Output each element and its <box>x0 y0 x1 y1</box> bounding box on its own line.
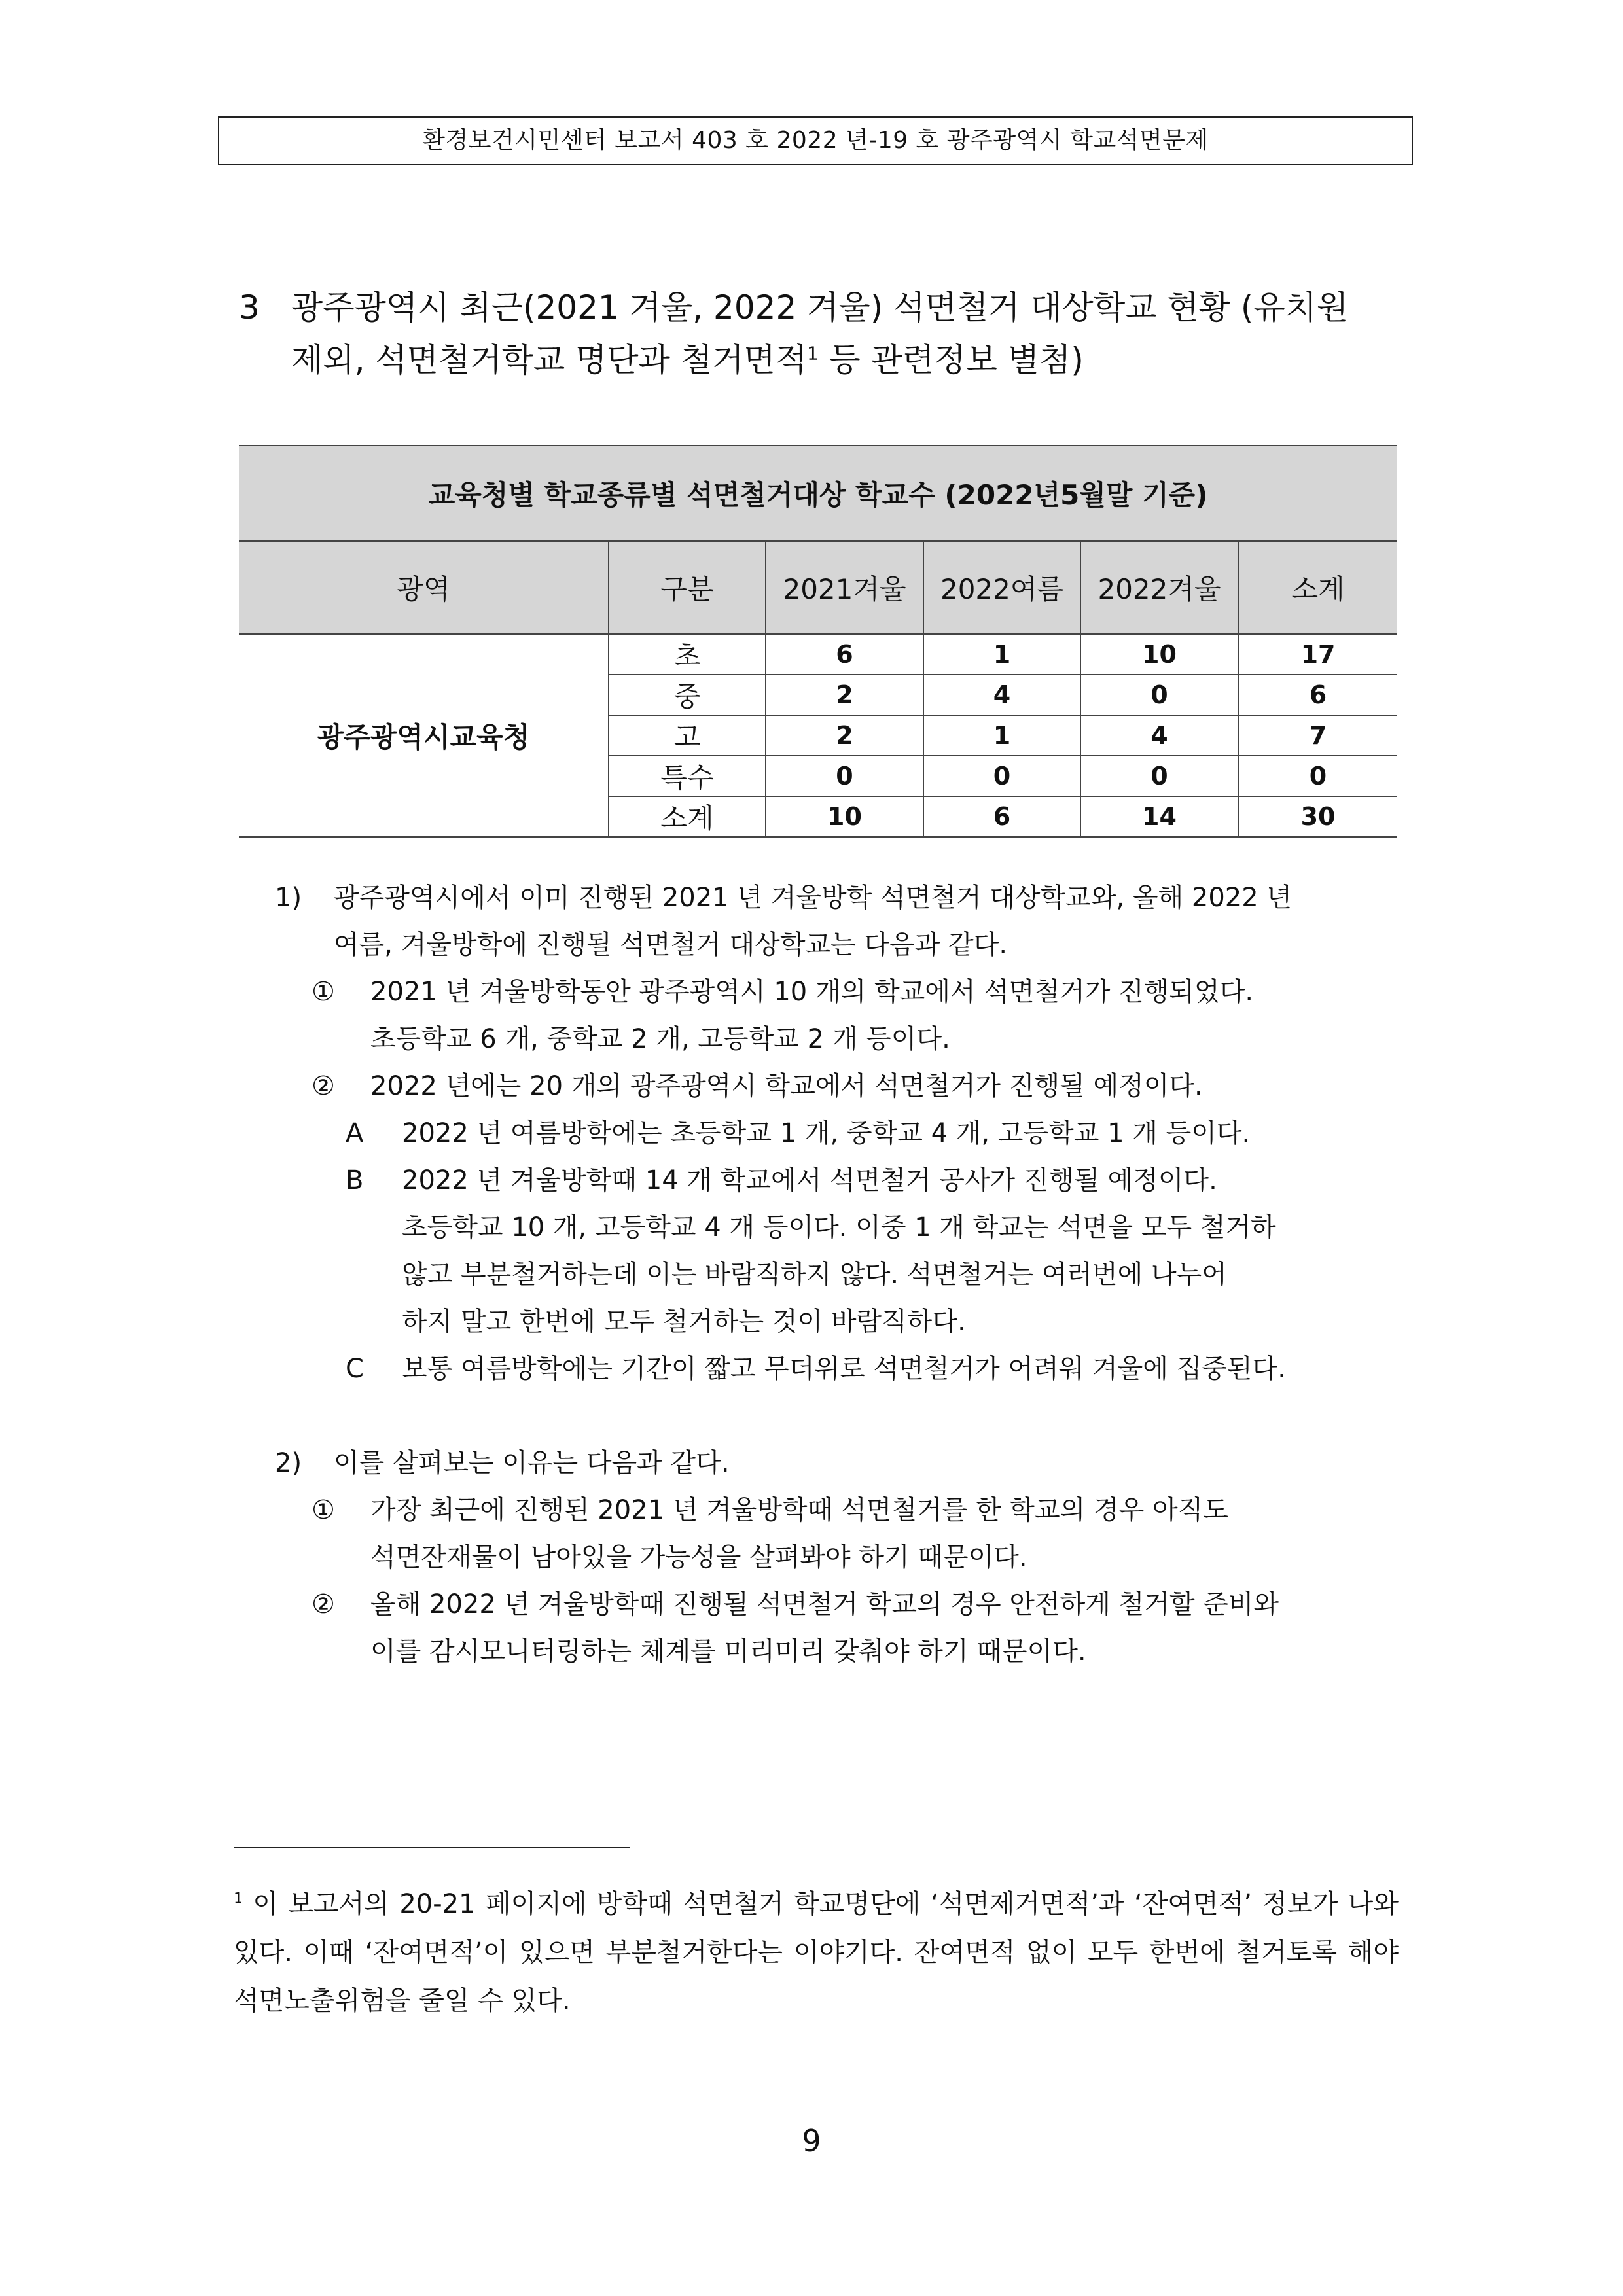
footnote-ref[interactable]: 1 <box>807 343 819 364</box>
value-cell: 0 <box>766 756 923 796</box>
kind-cell: 특수 <box>609 756 766 796</box>
text-line: 2022 년에는 20 개의 광주광역시 학교에서 석면철거가 진행될 예정이다. <box>370 1071 1203 1101</box>
page-number: 9 <box>802 2123 821 2159</box>
value-cell: 0 <box>923 756 1080 796</box>
value-cell: 7 <box>1238 715 1397 756</box>
list-item <box>275 1581 1414 1675</box>
text-line: 하지 말고 한번에 모두 철거하는 것이 바람직하다. <box>402 1307 966 1337</box>
header-subtotal: 소계 <box>1238 541 1397 634</box>
value-cell: 6 <box>766 634 923 675</box>
kind-cell: 고 <box>609 715 766 756</box>
kind-cell: 초 <box>609 634 766 675</box>
kind-cell: 중 <box>609 675 766 715</box>
value-cell: 0 <box>1238 756 1397 796</box>
value-cell: 6 <box>923 796 1080 837</box>
paragraph-2 <box>275 1439 1414 1675</box>
value-cell: 4 <box>1080 715 1238 756</box>
footnote-text: 이 보고서의 20-21 페이지에 방학때 석면철거 학교명단에 ‘석면제거면적’과 ‘잔여면적’ 정보가 나와있다. 이때 ‘잔여면적’이 있으면 부분철거한다는 이야기다. 잔여면적 없이 모두 한번에 철거토록 해야 석면노출위험을 줄일 수 있다. <box>234 1889 1399 2016</box>
text-line: 2022 년 겨울방학때 14 개 학교에서 석면철거 공사가 진행될 예정이다. <box>402 1165 1217 1195</box>
header-2021-winter: 2021겨울 <box>766 541 923 634</box>
value-cell: 10 <box>766 796 923 837</box>
text-line: 이를 감시모니터링하는 체계를 미리미리 갖춰야 하기 때문이다. <box>370 1636 1086 1667</box>
list-marker: ① <box>312 977 335 1007</box>
header-2022-winter: 2022겨울 <box>1080 541 1238 634</box>
text-line: 2021 년 겨울방학동안 광주광역시 10 개의 학교에서 석면철거가 진행되었다. <box>370 977 1254 1007</box>
section-title-line2: 제외, 석면철거학교 명단과 철거면적 <box>291 341 808 379</box>
text-line: 여름, 겨울방학에 진행될 석면철거 대상학교는 다음과 같다. <box>334 930 1008 960</box>
value-cell: 30 <box>1238 796 1397 837</box>
value-cell: 17 <box>1238 634 1397 675</box>
table-row <box>239 634 1397 675</box>
text-line: 않고 부분철거하는데 이는 바람직하지 않다. 석면철거는 여러번에 나누어 <box>402 1260 1227 1290</box>
value-cell: 0 <box>1080 756 1238 796</box>
value-cell: 4 <box>923 675 1080 715</box>
footnote-divider <box>234 1847 630 1848</box>
list-item <box>275 1345 1414 1392</box>
text-line: 2022 년 여름방학에는 초등학교 1 개, 중학교 4 개, 고등학교 1 개 등이다. <box>402 1118 1251 1148</box>
list-item <box>275 874 1414 968</box>
table-title: 교육청별 학교종류별 석면철거대상 학교수 (2022년5월말 기준) <box>239 446 1397 541</box>
footnote-mark: 1 <box>234 1890 243 1907</box>
value-cell: 6 <box>1238 675 1397 715</box>
section-title <box>239 281 1417 386</box>
list-marker: C <box>346 1354 364 1384</box>
text-line: 가장 최근에 진행된 2021 년 겨울방학때 석면철거를 한 학교의 경우 아직도 <box>370 1495 1228 1525</box>
list-marker: ② <box>312 1589 335 1619</box>
text-line: 광주광역시에서 이미 진행된 2021 년 겨울방학 석면철거 대상학교와, 올해 2022 년 <box>334 883 1293 913</box>
region-cell: 광주광역시교육청 <box>239 634 609 837</box>
kind-cell: 소계 <box>609 796 766 837</box>
list-marker: ① <box>312 1495 335 1525</box>
text-line: 이를 살펴보는 이유는 다음과 같다. <box>334 1448 730 1478</box>
header-kind: 구분 <box>609 541 766 634</box>
value-cell: 2 <box>766 715 923 756</box>
header-region: 광역 <box>239 541 609 634</box>
list-item <box>275 1157 1414 1345</box>
paragraph-1 <box>275 874 1414 1392</box>
report-header: 환경보건시민센터 보고서 403 호 2022 년-19 호 광주광역시 학교석면문제 <box>218 116 1413 165</box>
list-marker: A <box>346 1118 364 1148</box>
list-marker: ② <box>312 1071 335 1101</box>
value-cell: 2 <box>766 675 923 715</box>
section-number: 3 <box>239 289 260 327</box>
list-item <box>275 1110 1414 1157</box>
list-marker: 1) <box>275 883 302 913</box>
school-count-table <box>239 445 1397 838</box>
header-2022-summer: 2022여름 <box>923 541 1080 634</box>
section-title-line1: 광주광역시 최근(2021 겨울, 2022 겨울) 석면철거 대상학교 현황 (유치원 <box>291 289 1349 327</box>
text-line: 초등학교 6 개, 중학교 2 개, 고등학교 2 개 등이다. <box>370 1024 950 1054</box>
value-cell: 1 <box>923 634 1080 675</box>
text-line: 석면잔재물이 남아있을 가능성을 살펴봐야 하기 때문이다. <box>370 1542 1027 1572</box>
table-header-row <box>239 541 1397 634</box>
list-marker: 2) <box>275 1448 302 1478</box>
value-cell: 14 <box>1080 796 1238 837</box>
list-item <box>275 968 1414 1063</box>
list-item <box>275 1439 1414 1487</box>
value-cell: 0 <box>1080 675 1238 715</box>
list-marker: B <box>346 1165 364 1195</box>
value-cell: 10 <box>1080 634 1238 675</box>
footnote <box>234 1880 1399 2025</box>
text-line: 보통 여름방학에는 기간이 짧고 무더위로 석면철거가 어려워 겨울에 집중된다. <box>402 1354 1286 1384</box>
value-cell: 1 <box>923 715 1080 756</box>
text-line: 초등학교 10 개, 고등학교 4 개 등이다. 이중 1 개 학교는 석면을 모두 철거하 <box>402 1212 1276 1243</box>
list-item <box>275 1487 1414 1581</box>
list-item <box>275 1063 1414 1110</box>
section-title-line2-end: 등 관련정보 별첨) <box>818 341 1084 379</box>
text-line: 올해 2022 년 겨울방학때 진행될 석면철거 학교의 경우 안전하게 철거할 준비와 <box>370 1589 1279 1619</box>
